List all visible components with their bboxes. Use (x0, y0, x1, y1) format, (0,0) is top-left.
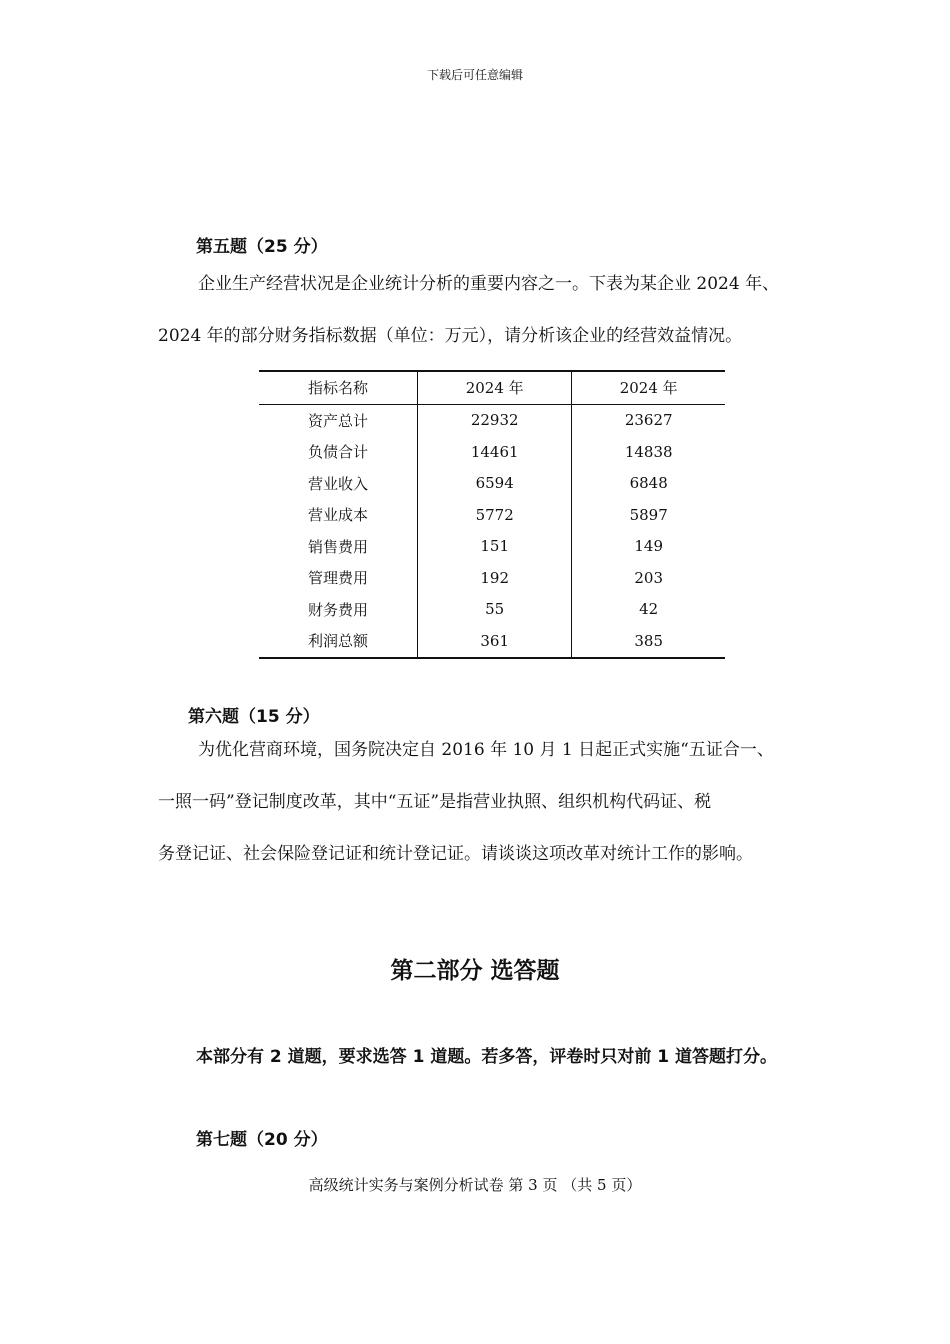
indicator-name: 负债合计 (259, 436, 417, 468)
part-2-heading: 第二部分 选答题 (390, 958, 560, 984)
value-year-b: 385 (572, 625, 725, 658)
value-year-a: 6594 (417, 468, 571, 500)
value-year-a: 192 (417, 562, 571, 594)
value-year-a: 151 (417, 531, 571, 563)
question-5-body (158, 258, 848, 362)
value-year-b: 203 (634, 568, 663, 587)
table-header-row (259, 371, 725, 404)
value-year-a: 14461 (417, 436, 571, 468)
question-6-line: 务登记证、社会保险登记证和统计登记证。请谈谈这项改革对统计工作的影响。 (158, 844, 753, 864)
table-row (259, 625, 725, 658)
table-row (259, 562, 725, 594)
question-5-line: 企业生产经营状况是企业统计分析的重要内容之一。下表为某企业 2024 年、 (198, 274, 780, 294)
indicator-name: 管理费用 (259, 562, 417, 594)
question-5-line: 2024 年的部分财务指标数据（单位：万元），请分析该企业的经营效益情况。 (158, 326, 743, 346)
question-6-body (158, 724, 848, 880)
indicator-name: 财务费用 (259, 594, 417, 626)
column-header-indicator: 指标名称 (259, 371, 417, 404)
page-header-note: 下载后可任意编辑 (426, 68, 523, 82)
value-year-b: 6848 (629, 474, 668, 493)
value-year-a: 55 (417, 594, 571, 626)
value-year-a: 5772 (417, 499, 571, 531)
page-footer: 高级统计实务与案例分析试卷 第 3 页 （共 5 页） (308, 1176, 642, 1194)
table-row (259, 531, 725, 563)
table-row (259, 499, 725, 531)
value-year-b: 149 (634, 537, 663, 556)
indicator-name: 营业收入 (259, 468, 417, 500)
value-year-a: 22932 (417, 404, 571, 436)
indicator-name: 营业成本 (259, 499, 417, 531)
value-year-b: 23627 (624, 411, 673, 430)
question-6-line: 为优化营商环境，国务院决定自 2016 年 10 月 1 日起正式实施“五证合一、 (198, 740, 774, 760)
table-row (259, 404, 725, 436)
value-year-b: 42 (639, 600, 659, 619)
question-7-title: 第七题（20 分） (196, 1130, 328, 1150)
value-year-a: 361 (417, 625, 571, 658)
value-year-b: 5897 (629, 505, 668, 524)
table-row (259, 594, 725, 626)
question-6-line: 一照一码”登记制度改革，其中“五证”是指营业执照、组织机构代码证、税 (158, 792, 712, 812)
column-header-year-a: 2024 年 (417, 371, 571, 404)
financial-indicators-table (259, 370, 725, 659)
column-header-year-b: 2024 年 (572, 371, 725, 404)
question-6-title: 第六题（15 分） (188, 707, 320, 727)
part-2-instructions: 本部分有 2 道题，要求选答 1 道题。若多答，评卷时只对前 1 道答题打分。 (196, 1047, 777, 1067)
question-5-title: 第五题（25 分） (196, 237, 328, 257)
indicator-name: 利润总额 (259, 625, 417, 658)
value-year-b: 14838 (624, 442, 673, 461)
indicator-name: 资产总计 (259, 404, 417, 436)
table-row (259, 468, 725, 500)
indicator-name: 销售费用 (259, 531, 417, 563)
table-row (259, 436, 725, 468)
